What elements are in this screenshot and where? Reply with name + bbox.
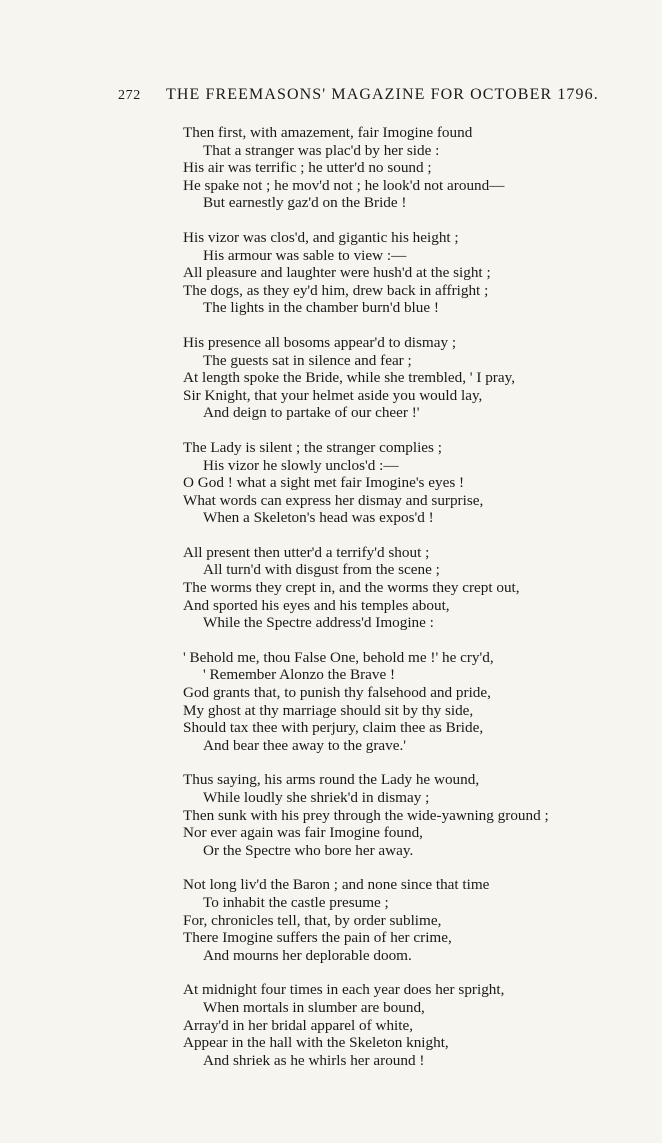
verse-line: That a stranger was plac'd by her side :: [203, 141, 440, 159]
verse-line: The Lady is silent ; the stranger complies ;: [183, 438, 442, 456]
stanza: [183, 544, 643, 632]
verse-line: For, chronicles tell, that, by order sublime,: [183, 911, 442, 929]
verse-line: And sported his eyes and his temples about,: [183, 596, 450, 614]
stanza: [183, 876, 643, 964]
verse-line: Nor ever again was fair Imogine found,: [183, 824, 423, 842]
verse-line: All turn'd with disgust from the scene ;: [203, 561, 440, 579]
verse-line: But earnestly gaz'd on the Bride !: [203, 194, 407, 212]
running-title: THE FREEMASONS' MAGAZINE FOR OCTOBER 1796.: [166, 86, 599, 103]
verse-line: The worms they crept in, and the worms they crept out,: [183, 579, 520, 597]
verse-line: His vizor was clos'd, and gigantic his height ;: [183, 228, 459, 246]
verse-line: At midnight four times in each year does her spright,: [183, 981, 505, 999]
verse-line: Or the Spectre who bore her away.: [203, 841, 414, 859]
verse-line: His vizor he slowly unclos'd :—: [203, 456, 399, 474]
verse-line: There Imogine suffers the pain of her crime,: [183, 929, 452, 947]
verse-line: His presence all bosoms appear'd to dismay ;: [183, 333, 457, 351]
verse-line: Appear in the hall with the Skeleton knight,: [183, 1034, 449, 1052]
verse-line: The guests sat in silence and fear ;: [203, 351, 412, 369]
page-number: 272: [118, 88, 141, 103]
stanza: [183, 649, 643, 755]
verse-line: His armour was sable to view :—: [203, 246, 407, 264]
verse-line: Then first, with amazement, fair Imogine found: [183, 124, 473, 141]
verse-line: Array'd in her bridal apparel of white,: [183, 1016, 414, 1034]
verse-line: ' Behold me, thou False One, behold me !' he cry'd,: [183, 648, 494, 666]
verse-line: O God ! what a sight met fair Imogine's eyes !: [183, 474, 465, 492]
stanza: [183, 229, 643, 317]
verse-line: What words can express her dismay and surprise,: [183, 491, 484, 509]
verse-line: He spake not ; he mov'd not ; he look'd not around—: [183, 176, 505, 194]
running-header: [118, 86, 638, 110]
stanza: [183, 124, 643, 212]
verse-line: While loudly she shriek'd in dismay ;: [203, 789, 430, 806]
stanza: [183, 771, 643, 859]
verse-line: Sir Knight, that your helmet aside you would lay,: [183, 386, 483, 404]
verse-line: And mourns her deplorable doom.: [203, 946, 412, 964]
verse-line: All present then utter'd a terrify'd shout ;: [183, 543, 430, 561]
verse-line: And bear thee away to the grave.': [203, 736, 407, 754]
verse-line: At length spoke the Bride, while she trembled, ' I pray,: [183, 369, 515, 387]
verse-line: And deign to partake of our cheer !': [203, 404, 420, 422]
poem-body: [183, 124, 643, 1086]
verse-line: My ghost at thy marriage should sit by thy side,: [183, 701, 474, 719]
verse-line: Not long liv'd the Baron ; and none since that time: [183, 876, 490, 894]
verse-line: All pleasure and laughter were hush'd at the sight ;: [183, 264, 491, 282]
stanza: [183, 981, 643, 1069]
verse-line: Thus saying, his arms round the Lady he wound,: [183, 771, 480, 789]
stanza: [183, 439, 643, 527]
verse-line: The lights in the chamber burn'd blue !: [203, 299, 439, 317]
verse-line: God grants that, to punish thy falsehood and pride,: [183, 684, 491, 702]
verse-line: While the Spectre address'd Imogine :: [203, 614, 434, 632]
verse-line: His air was terrific ; he utter'd no sound ;: [183, 159, 432, 177]
verse-line: Should tax thee with perjury, claim thee as Bride,: [183, 719, 484, 737]
stanza: [183, 334, 643, 422]
verse-line: When a Skeleton's head was expos'd !: [203, 509, 434, 527]
verse-line: The dogs, as they ey'd him, drew back in affright ;: [183, 281, 489, 299]
verse-line: ' Remember Alonzo the Brave !: [203, 666, 396, 684]
verse-line: And shriek as he whirls her around !: [203, 1051, 425, 1069]
verse-line: When mortals in slumber are bound,: [203, 998, 425, 1016]
verse-line: To inhabit the castle presume ;: [203, 893, 389, 911]
verse-line: Then sunk with his prey through the wide-yawning ground ;: [183, 806, 549, 824]
